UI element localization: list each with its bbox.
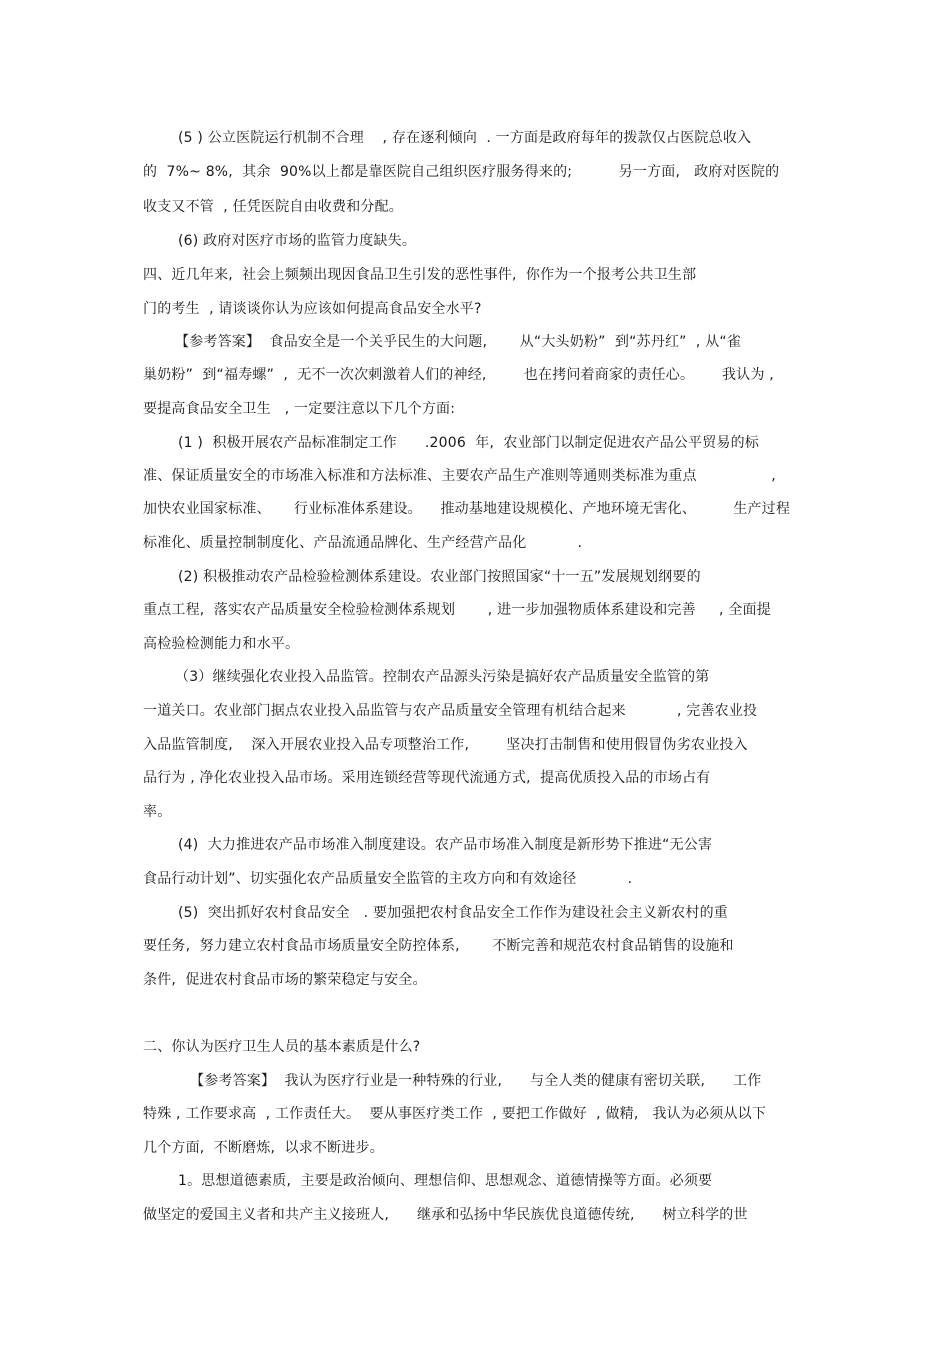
text-line: 【参考答案】 我认为医疗行业是一种特殊的行业, 与全人类的健康有密切关联, 工作 (190, 1073, 762, 1089)
text-line: (4) 大力推进农产品市场准入制度建设。农产品市场准入制度是新形势下推进“无公害 (178, 837, 713, 853)
text-line: 条件, 促进农村食品市场的繁荣稳定与安全。 (143, 972, 427, 988)
text-line: （3）继续强化农业投入品监管。控制农产品源头污染是搞好农产品质量安全监管的第 (175, 669, 710, 685)
text-line: 一道关口。农业部门据点农业投入品监管与农产品质量安全管理有机结合起来 , 完善农业投 (143, 703, 758, 719)
text-line: 特殊 , 工作要求高 , 工作责任大。 要从事医疗类工作 , 要把工作做好 , 做精, 我认为必须从以下 (143, 1106, 767, 1122)
text-line: 准、保证质量安全的市场准入标准和方法标准、主要农产品生产准则等通则类标准为重点 , (143, 468, 776, 484)
text-line: (5 ) 公立医院运行机制不合理 , 存在逐利倾向 . 一方面是政府每年的拨款仅占医院总收入 (178, 130, 752, 146)
text-line: 几个方面, 不断磨炼, 以求不断进步。 (143, 1140, 384, 1156)
text-line: 收支又不管 , 任凭医院自由收费和分配。 (143, 199, 403, 215)
text-line: (6) 政府对医疗市场的监管力度缺失。 (178, 233, 417, 249)
text-line: 率。 (143, 804, 172, 820)
text-line: 重点工程, 落实农产品质量安全检验检测体系规划 , 进一步加强物质体系建设和完善 , 全面提 (143, 602, 771, 618)
text-line: 做坚定的爱国主义者和共产主义接班人, 继承和弘扬中华民族优良道德传统, 树立科学的世 (143, 1207, 748, 1223)
text-line: (1 ) 积极开展农产品标准制定工作 .2006 年, 农业部门以制定促进农产品公平贸易的标 (178, 435, 760, 451)
text-line: (2) 积极推动农产品检验检测体系建设。农业部门按照国家“十一五”发展规划纲要的 (178, 569, 701, 585)
text-line: 巢奶粉” 到“福寿螺” , 无不一次次刺激着人们的神经, 也在拷问着商家的责任心。 我认为 , (143, 367, 774, 383)
text-line: 【参考答案】 食品安全是一个关乎民生的大问题, 从“大头奶粉” 到“苏丹红” , 从“雀 (175, 334, 742, 350)
text-line: 标准化、质量控制制度化、产品流通品牌化、生产经营产品化 . (143, 535, 583, 551)
section-heading: 二、你认为医疗卫生人员的基本素质是什么? (143, 1039, 421, 1055)
text-line: 1。思想道德素质, 主要是政治倾向、理想信仰、思想观念、道德情操等方面。必须要 (178, 1173, 713, 1189)
text-line: 要提高食品安全卫生 , 一定要注意以下几个方面: (143, 401, 456, 417)
text-line: 入品监管制度, 深入开展农业投入品专项整治工作, 坚决打击制售和使用假冒伪劣农业投入 (143, 737, 748, 753)
text-line: (5) 突出抓好农村食品安全 . 要加强把农村食品安全工作作为建设社会主义新农村的重 (178, 905, 728, 921)
text-line: 门的考生 , 请谈谈你认为应该如何提高食品安全水平? (143, 301, 482, 317)
text-line: 四、近几年来, 社会上频频出现因食品卫生引发的恶性事件, 你作为一个报考公共卫生部 (143, 267, 697, 283)
text-line: 品行为 , 净化农业投入品市场。采用连锁经营等现代流通方式, 提高优质投入品的市场占有 (143, 770, 711, 786)
text-line: 的 7%~ 8%, 其余 90%以上都是靠医院自己组织医疗服务得来的; 另一方面, 政府对医院的 (143, 164, 780, 180)
text-line: 要任务, 努力建立农村食品市场质量安全防控体系, 不断完善和规范农村食品销售的设施和 (143, 938, 734, 954)
text-line: 加快农业国家标准、 行业标准体系建设。 推动基地建设规模化、产地环境无害化、 生产过程 (143, 501, 791, 517)
text-line: 高检验检测能力和水平。 (143, 636, 300, 652)
text-line: 食品行动计划”、切实强化农产品质量安全监管的主攻方向和有效途径 . (143, 871, 633, 887)
